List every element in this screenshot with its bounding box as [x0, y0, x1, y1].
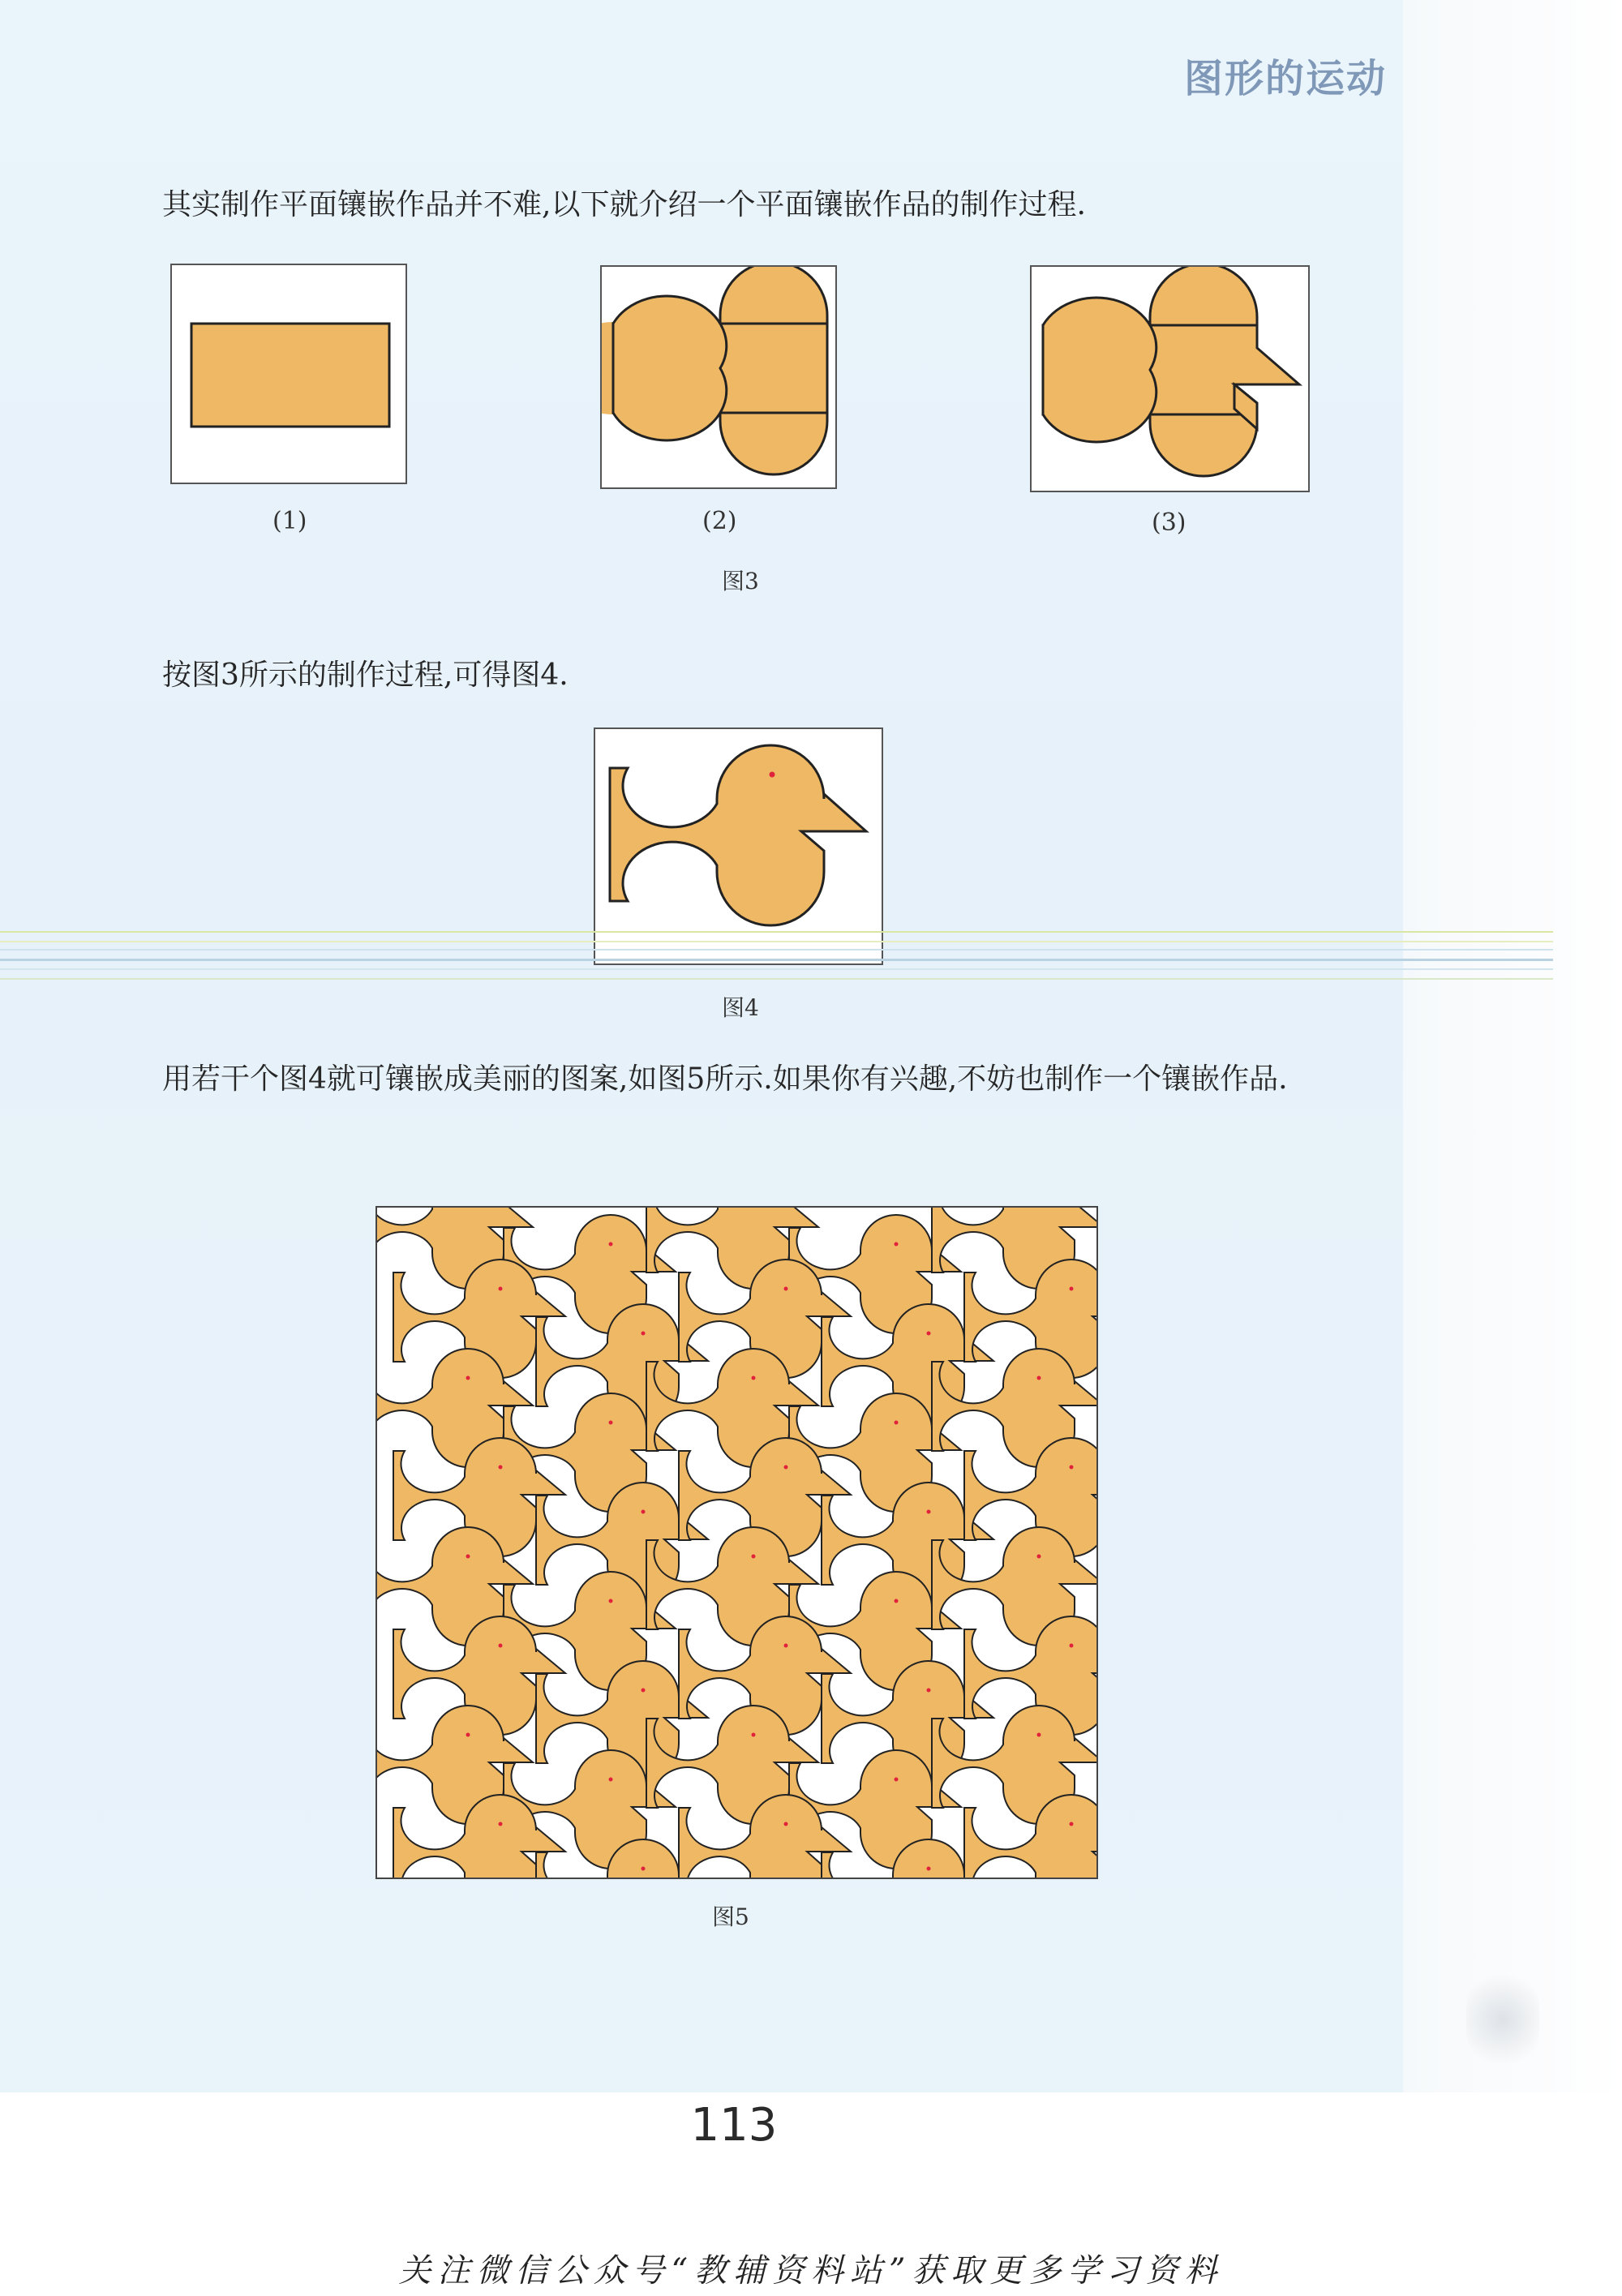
- section-title: 图形的运动: [1183, 56, 1387, 101]
- figure5-tessellation: [375, 1206, 1098, 1879]
- figure3-step1-label: (1): [272, 507, 307, 535]
- modified-shape-diagram: [602, 267, 839, 491]
- page-number: 113: [690, 2099, 778, 2152]
- tessellation-paragraph: 用若干个图4就可镶嵌成美丽的图案,如图5所示.如果你有兴趣,不妨也制作一个镶嵌作品.: [162, 1062, 1288, 1096]
- decorative-lines: [0, 931, 1553, 988]
- rectangle-diagram: [172, 265, 409, 486]
- figure3-step3-label: (3): [1152, 509, 1186, 537]
- figure3-step2-label: (2): [702, 507, 737, 535]
- footer-note: 关注微信公众号“教辅资料站”获取更多学习资料: [398, 2252, 1224, 2290]
- page-margin: [1403, 0, 1622, 2092]
- figure4-caption: 图4: [722, 994, 759, 1021]
- intro-paragraph: 其实制作平面镶嵌作品并不难,以下就介绍一个平面镶嵌作品的制作过程.: [162, 188, 1086, 221]
- tessellation-pattern: [377, 1208, 1098, 1879]
- figure4: [594, 727, 883, 965]
- figure3-caption: 图3: [722, 568, 759, 594]
- figure3-step2: [600, 265, 837, 489]
- figure3-step1: [170, 264, 407, 484]
- figure5-caption: 图5: [712, 1903, 749, 1930]
- library-stamp: [1466, 1971, 1539, 2068]
- eye-dot: [770, 772, 775, 778]
- figure3-step3: [1030, 265, 1310, 492]
- final-shape-diagram: [1032, 267, 1311, 494]
- process-paragraph: 按图3所示的制作过程,可得图4.: [162, 659, 569, 692]
